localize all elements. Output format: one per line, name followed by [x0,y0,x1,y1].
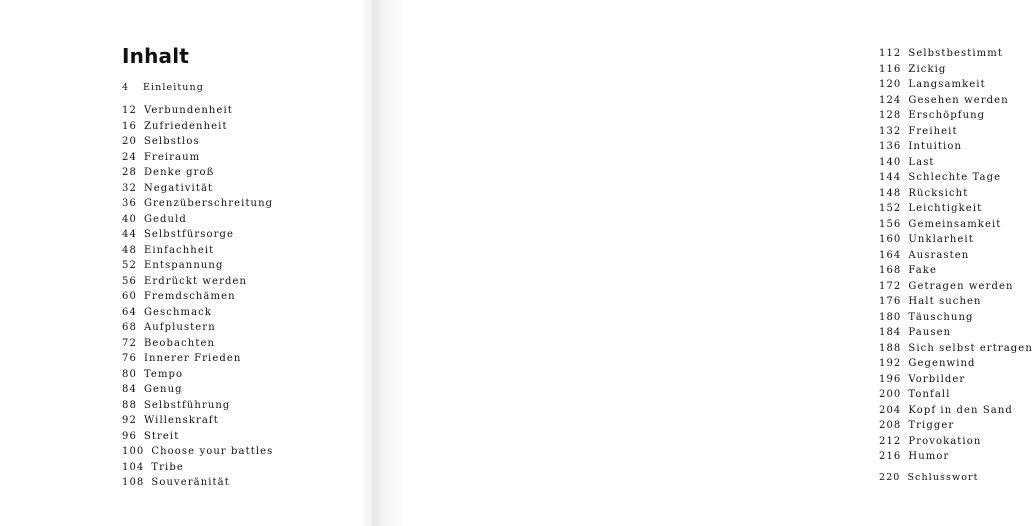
toc-entry [879,263,1033,279]
toc-chapter-title: Selbstführung [143,399,231,411]
toc-page-number: 156 [879,218,902,230]
toc-entry [122,80,273,97]
toc-chapter-title: Choose your battles [151,446,274,457]
toc-chapter-title: Tribe [151,461,184,473]
toc-chapter-title: Leichtigkeit [908,203,983,214]
toc-page-number: 92 [122,415,137,426]
toc-chapter-title: Trigger [908,420,955,431]
toc-chapter-title: Fake [908,265,937,276]
toc-entry [879,155,1033,171]
toc-chapter-title: Einfachheit [143,244,215,256]
toc-entry [122,258,273,274]
toc-entry [122,289,273,305]
toc-page-number: 84 [122,384,137,395]
toc-entry [879,449,1033,465]
toc-entry [122,305,273,321]
toc-entry [879,77,1033,93]
toc-entry [879,418,1033,434]
toc-entry [879,325,1033,341]
toc-chapter-title: Selbstlos [143,136,200,147]
toc-entry [122,212,273,228]
toc-chapter-title: Rücksicht [908,187,969,199]
toc-entry [122,134,273,150]
toc-list-right [879,46,1033,485]
toc-page-number: 128 [879,110,902,121]
toc-chapter-title: Selbstfürsorge [143,229,235,240]
toc-page-number: 88 [122,399,137,411]
toc-entry [122,460,273,476]
toc-page-number: 160 [879,234,902,245]
toc-chapter-title: Gesehen werden [908,94,1009,106]
toc-chapter-title: Tonfall [908,389,951,400]
toc-page-number: 28 [122,167,137,178]
toc-page-number: 112 [879,48,902,59]
toc-page-number: 208 [879,420,902,431]
toc-entry [122,227,273,243]
toc-entry [879,310,1033,326]
toc-page-number: 200 [879,389,902,400]
right-page [375,0,1033,526]
toc-page-number: 32 [122,182,137,194]
toc-page-number: 152 [879,203,902,214]
toc-chapter-title: Langsamkeit [908,79,986,90]
toc-entry [879,62,1033,78]
toc-entry [879,294,1033,310]
toc-chapter-title: Entspannung [143,260,224,271]
toc-chapter-title: Genug [143,384,183,395]
toc-page-number: 180 [879,311,902,323]
book-gutter [358,0,375,526]
toc-page-number: 164 [879,249,902,261]
toc-page-number: 172 [879,280,902,292]
toc-chapter-title: Zickig [908,63,947,75]
toc-chapter-title: Tempo [143,368,184,380]
toc-page-number: 168 [879,265,902,276]
toc-entry [122,351,273,367]
toc-entry [879,124,1033,140]
toc-chapter-title: Fremdschämen [143,291,236,302]
toc-chapter-title: Provokation [908,435,982,447]
toc-page-number: 40 [122,213,137,225]
toc-entry [879,372,1033,388]
toc-chapter-title: Gemeinsamkeit [908,218,1002,230]
toc-entry [122,103,273,119]
toc-chapter-title: Denke groß [143,167,215,178]
toc-page-number: 104 [122,461,145,473]
toc-page-number: 76 [122,353,137,364]
toc-entry [122,367,273,383]
toc-chapter-title: Kopf in den Sand [908,404,1013,416]
toc-entry [879,93,1033,109]
toc-chapter-title: Einleitung [143,82,204,93]
toc-page-number: 80 [122,368,137,380]
toc-page-number: 44 [122,229,137,240]
toc-chapter-title: Humor [908,451,950,462]
toc-chapter-title: Sich selbst ertragen [908,342,1033,354]
toc-entry [122,336,273,352]
toc-chapter-title: Aufplustern [143,322,216,333]
page-title: Inhalt [122,44,190,68]
toc-chapter-title: Vorbilder [908,373,966,385]
toc-page-number: 212 [879,435,902,447]
toc-page-number: 140 [879,156,902,168]
toc-entry [879,139,1033,155]
toc-entry [879,201,1033,217]
toc-chapter-title: Gegenwind [908,358,976,369]
toc-page-number: 108 [122,477,145,488]
toc-entry [879,434,1033,450]
toc-entry [879,387,1033,403]
toc-page-number: 148 [879,187,902,199]
toc-entry [122,196,273,212]
toc-page-number: 124 [879,94,902,106]
toc-entry [879,279,1033,295]
toc-page-number: 136 [879,141,902,152]
toc-entry [122,320,273,336]
toc-entry [122,382,273,398]
toc-entry [879,341,1033,357]
toc-chapter-title: Willenskraft [143,415,219,426]
toc-page-number: 176 [879,296,902,307]
left-page [0,0,375,526]
toc-entry [879,217,1033,233]
toc-entry [122,429,273,445]
toc-entry [879,248,1033,264]
toc-entry [879,403,1033,419]
toc-list-left [122,80,273,491]
toc-chapter-title: Ausrasten [908,249,970,261]
toc-page-number: 4 [122,82,130,93]
toc-chapter-title: Souveränität [151,477,230,488]
toc-chapter-title: Halt suchen [908,296,982,307]
toc-chapter-title: Freiraum [143,151,201,163]
toc-chapter-title: Zufriedenheit [143,120,228,132]
toc-chapter-title: Geduld [143,213,187,225]
toc-page-number: 36 [122,198,137,209]
toc-chapter-title: Geschmack [143,306,213,318]
toc-entry [879,470,1033,486]
toc-entry [122,398,273,414]
toc-chapter-title: Last [908,156,935,168]
toc-entry [122,444,273,460]
toc-chapter-title: Grenzüberschreitung [143,198,274,209]
toc-page-number: 132 [879,125,902,137]
toc-page-number: 72 [122,337,137,349]
toc-chapter-title: Beobachten [143,337,216,349]
toc-page-number: 184 [879,327,902,338]
toc-page-number: 68 [122,322,137,333]
toc-page-number: 16 [122,120,137,132]
toc-page-number: 56 [122,275,137,287]
toc-page-number: 196 [879,373,902,385]
toc-entry [879,170,1033,186]
toc-entry [879,108,1033,124]
toc-chapter-title: Selbstbestimmt [908,48,1003,59]
toc-page-number: 52 [122,260,137,271]
toc-page-number: 100 [122,446,145,457]
toc-page-number: 192 [879,358,902,369]
toc-entry [122,274,273,290]
toc-page-number: 120 [879,79,902,90]
toc-page-number: 204 [879,404,902,416]
toc-chapter-title: Erdrückt werden [143,275,248,287]
toc-entry [122,243,273,259]
toc-page-number: 24 [122,151,137,163]
toc-entry [879,46,1033,62]
toc-page-number: 60 [122,291,137,302]
toc-chapter-title: Erschöpfung [908,110,986,121]
toc-chapter-title: Negativität [143,182,214,194]
toc-chapter-title: Innerer Frieden [143,353,242,364]
toc-chapter-title: Unklarheit [908,234,974,245]
toc-entry [122,150,273,166]
toc-page-number: 96 [122,430,137,442]
toc-page-number: 20 [122,136,137,147]
toc-entry [879,186,1033,202]
toc-entry [879,232,1033,248]
toc-page-number: 48 [122,244,137,256]
toc-chapter-title: Täuschung [908,311,974,323]
toc-entry [879,356,1033,372]
toc-page-number: 188 [879,342,902,354]
toc-chapter-title: Getragen werden [908,280,1014,292]
toc-page-number: 12 [122,105,137,116]
toc-page-number: 144 [879,172,902,183]
toc-chapter-title: Streit [143,430,180,442]
toc-page-number: 220 [879,471,901,483]
toc-page-number: 116 [879,63,902,75]
toc-page-number: 216 [879,451,902,462]
toc-chapter-title: Freiheit [908,125,958,137]
toc-entry [122,413,273,429]
toc-chapter-title: Schlechte Tage [908,172,1002,183]
toc-entry [122,181,273,197]
toc-chapter-title: Schlusswort [907,471,979,483]
toc-entry [122,475,273,491]
toc-chapter-title: Verbundenheit [143,105,233,116]
toc-entry [122,119,273,135]
toc-chapter-title: Intuition [908,141,963,152]
toc-chapter-title: Pausen [908,327,952,338]
toc-page-number: 64 [122,306,137,318]
toc-entry [122,165,273,181]
